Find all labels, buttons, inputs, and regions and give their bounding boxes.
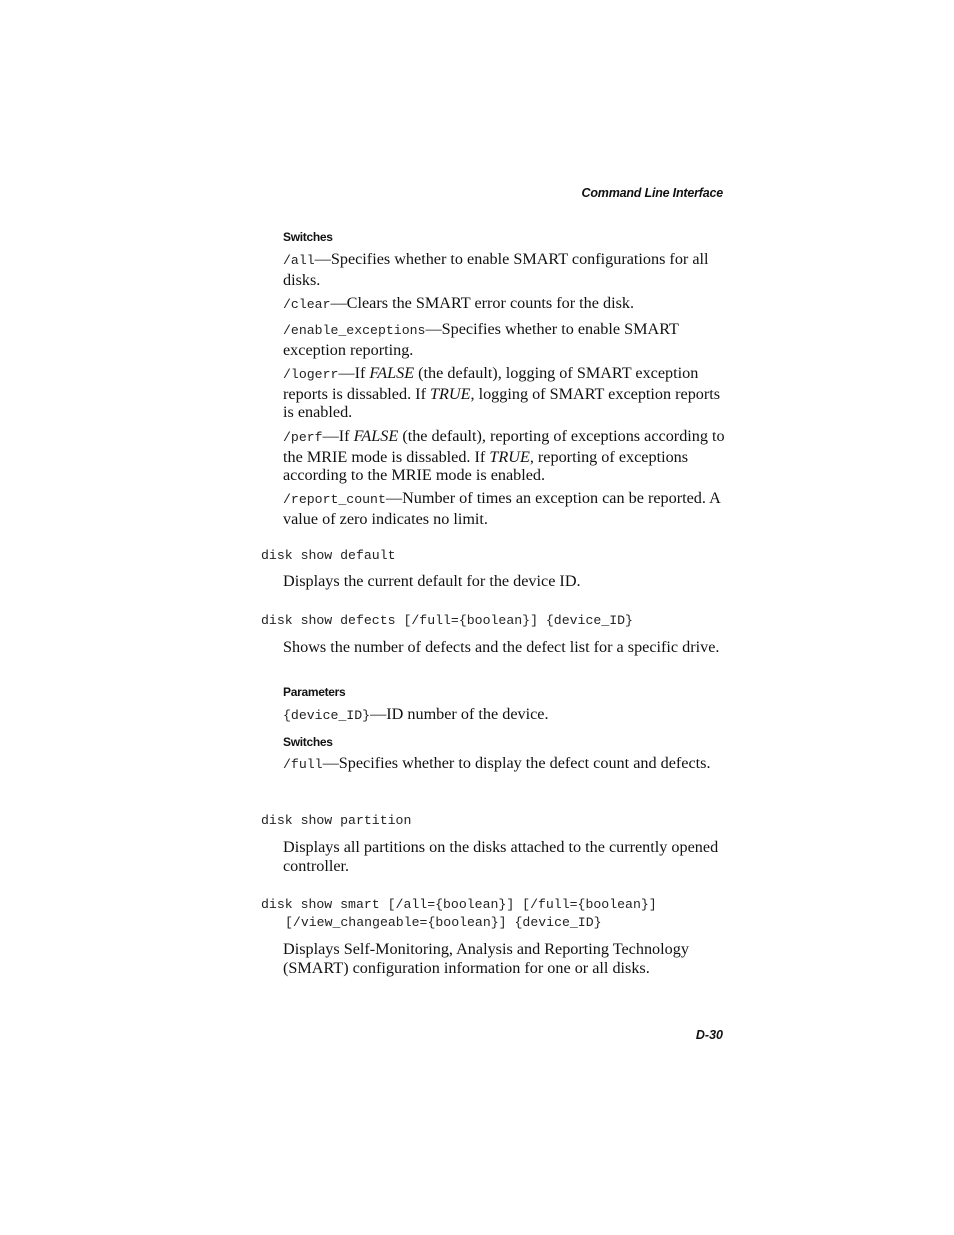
switch-logerr-text-pre: —If <box>338 364 370 382</box>
command-disk-show-defects: disk show defects [/full={boolean}] {device_ID} <box>261 613 633 628</box>
parameters-heading: Parameters <box>283 685 346 699</box>
switch-perf-text-mid: (the default), reporting of exceptions according to the MRIE mode is dissabled. If <box>283 427 725 466</box>
command-disk-show-default: disk show default <box>261 548 396 563</box>
switches-heading: Switches <box>283 230 333 244</box>
command-disk-show-smart <box>261 896 657 932</box>
param-device-id-description <box>283 705 725 726</box>
disk-show-defects-description: Shows the number of defects and the defect list for a specific drive. <box>283 638 720 656</box>
switch-perf-text-post: , reporting of exceptions according to the MRIE mode is enabled. <box>283 447 689 484</box>
switch-clear-text: —Clears the SMART error counts for the disk. <box>330 294 635 312</box>
switch-enable-exceptions-code: /enable_exceptions <box>283 323 426 338</box>
switch-all-text: —Specifies whether to enable SMART configurations for all disks. <box>283 250 709 289</box>
disk-show-default-description: Displays the current default for the device ID. <box>283 572 581 590</box>
switch-perf-description <box>283 427 725 485</box>
switch-all-description <box>283 250 725 289</box>
param-device-id-text: —ID number of the device. <box>370 705 549 723</box>
switch-logerr-text-mid: (the default), logging of SMART exception reports is dissabled. If <box>283 364 699 403</box>
switch-logerr-false: FALSE <box>369 364 415 382</box>
switch-clear-code: /clear <box>283 297 331 312</box>
switch-perf-false: FALSE <box>353 427 399 445</box>
switch-perf-true: TRUE <box>489 447 530 466</box>
switch-full-description <box>283 754 725 775</box>
command-disk-show-smart-line2: [/view_changeable={boolean}] {device_ID} <box>285 915 602 930</box>
disk-show-partition-description: Displays all partitions on the disks attached to the currently opened controller. <box>283 838 719 875</box>
switch-perf-code: /perf <box>283 430 323 445</box>
switch-full-code: /full <box>283 757 323 772</box>
command-disk-show-partition: disk show partition <box>261 813 412 828</box>
param-device-id-code: {device_ID} <box>283 708 371 723</box>
running-header: Command Line Interface <box>581 186 723 200</box>
command-disk-show-smart-line1: disk show smart [/all={boolean}] [/full={boolean}] <box>261 897 657 912</box>
switch-perf-text-pre: —If <box>322 427 354 445</box>
switch-logerr-code: /logerr <box>283 367 339 382</box>
switch-logerr-true: TRUE <box>430 384 471 403</box>
switch-logerr-description <box>283 364 725 422</box>
switch-report-count-text: —Number of times an exception can be reported. A value of zero indicates no limit. <box>283 489 720 528</box>
switch-full-text: —Specifies whether to display the defect count and defects. <box>322 754 711 772</box>
switch-clear-description <box>283 294 725 315</box>
switch-enable-exceptions-description <box>283 320 725 359</box>
switch-logerr-text-post: , logging of SMART exception reports is enabled. <box>283 384 721 421</box>
defects-switches-heading: Switches <box>283 735 333 749</box>
disk-show-smart-description: Displays Self-Monitoring, Analysis and Reporting Technology (SMART) configuration information for one or all disks. <box>283 940 689 977</box>
switch-enable-exceptions-text: —Specifies whether to enable SMART exception reporting. <box>283 320 679 359</box>
switch-all-code: /all <box>283 253 315 268</box>
switch-report-count-description <box>283 489 725 528</box>
switch-report-count-code: /report_count <box>283 492 386 507</box>
page-number: D-30 <box>695 1028 723 1042</box>
